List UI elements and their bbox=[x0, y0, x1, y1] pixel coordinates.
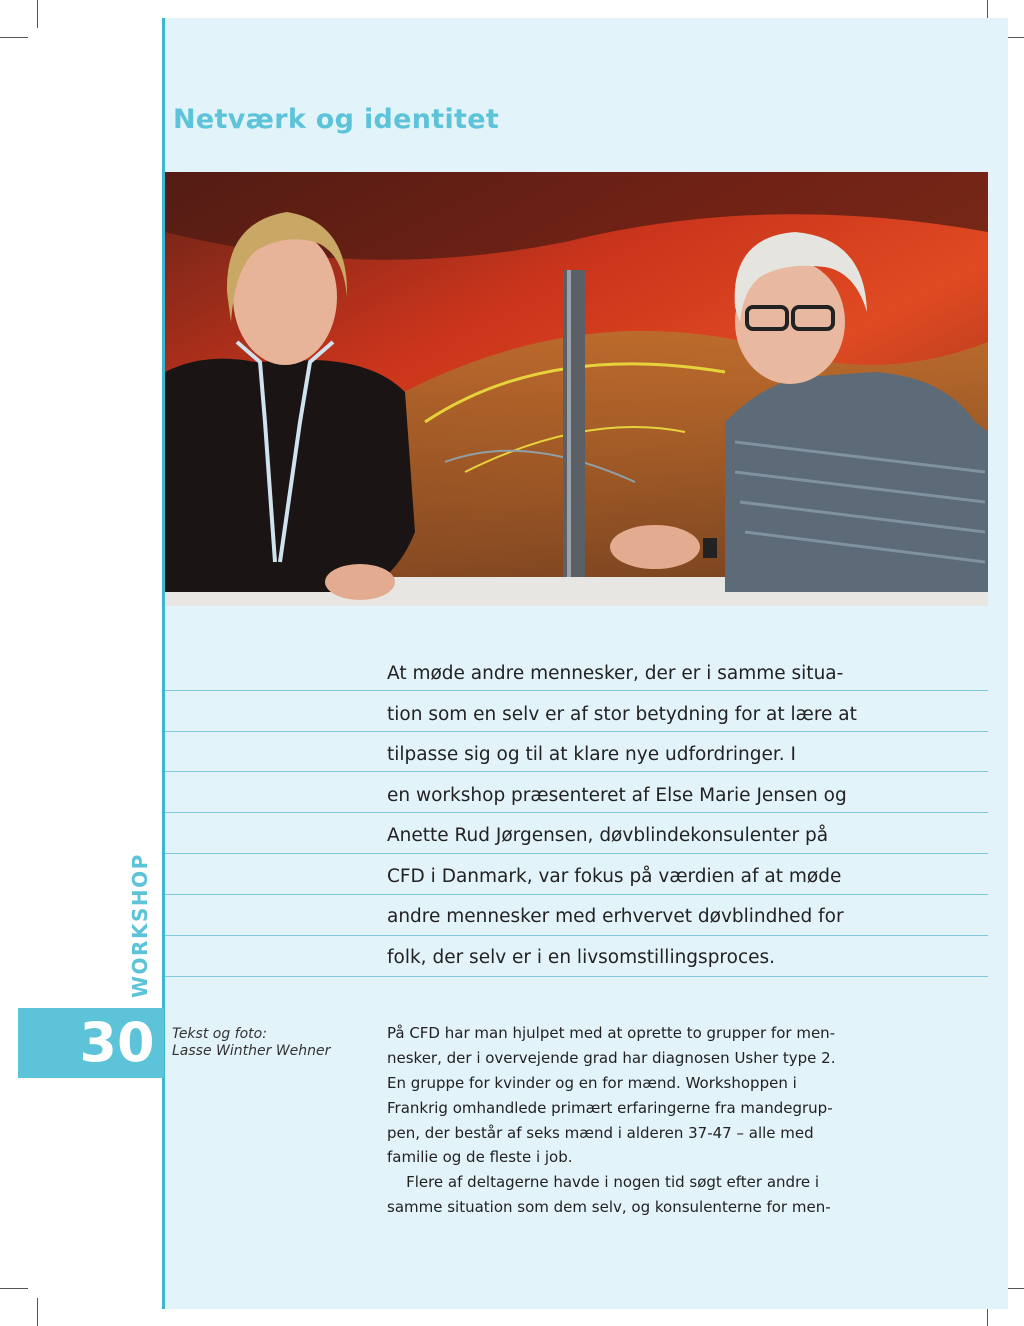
crop-mark bbox=[0, 1288, 28, 1289]
credit-label: Tekst og foto: bbox=[172, 1026, 267, 1042]
photo-credit bbox=[172, 1026, 330, 1060]
crop-mark bbox=[37, 0, 38, 28]
rule-line bbox=[165, 690, 988, 691]
lead-line: At møde andre mennesker, der er i samme situa- bbox=[387, 663, 844, 684]
body-line: pen, der består af seks mænd i alderen 37-47 – alle med bbox=[387, 1124, 814, 1142]
crop-mark bbox=[37, 1298, 38, 1326]
photo-two-women bbox=[165, 172, 988, 606]
body-line: En gruppe for kvinder og en for mænd. Workshoppen i bbox=[387, 1074, 797, 1092]
body-line: samme situation som dem selv, og konsulenterne for men- bbox=[387, 1198, 831, 1216]
rule-line bbox=[165, 853, 988, 854]
crop-mark bbox=[0, 37, 28, 38]
page-number: 30 bbox=[79, 1011, 155, 1074]
lead-line: Anette Rud Jørgensen, døvblindekonsulenter på bbox=[387, 825, 829, 846]
rule-line bbox=[165, 894, 988, 895]
page-title: Netværk og identitet bbox=[173, 104, 500, 135]
lead-line: CFD i Danmark, var fokus på værdien af at møde bbox=[387, 866, 842, 887]
rule-line bbox=[165, 771, 988, 772]
credit-name: Lasse Winther Wehner bbox=[172, 1043, 331, 1059]
body-line: nesker, der i overvejende grad har diagnosen Usher type 2. bbox=[387, 1049, 836, 1067]
lead-line: andre mennesker med erhvervet døvblindhed for bbox=[387, 906, 844, 927]
lead-line: folk, der selv er i en livsomstillingsproces. bbox=[387, 947, 776, 968]
section-label: WORKSHOP bbox=[128, 853, 152, 998]
rule-line bbox=[165, 935, 988, 936]
body-line: Flere af deltagerne havde i nogen tid søgt efter andre i bbox=[387, 1173, 820, 1191]
body-line: Frankrig omhandlede primært erfaringerne fra mandegrup- bbox=[387, 1099, 833, 1117]
rule-line bbox=[165, 976, 988, 977]
lead-line: tion som en selv er af stor betydning for at lære at bbox=[387, 704, 857, 725]
body-line: familie og de fleste i job. bbox=[387, 1148, 573, 1166]
rule-line bbox=[165, 812, 988, 813]
lead-line: tilpasse sig og til at klare nye udfordringer. I bbox=[387, 744, 797, 765]
lead-line: en workshop præsenteret af Else Marie Jensen og bbox=[387, 785, 847, 806]
body-line: På CFD har man hjulpet med at oprette to grupper for men- bbox=[387, 1024, 836, 1042]
rule-line bbox=[165, 731, 988, 732]
